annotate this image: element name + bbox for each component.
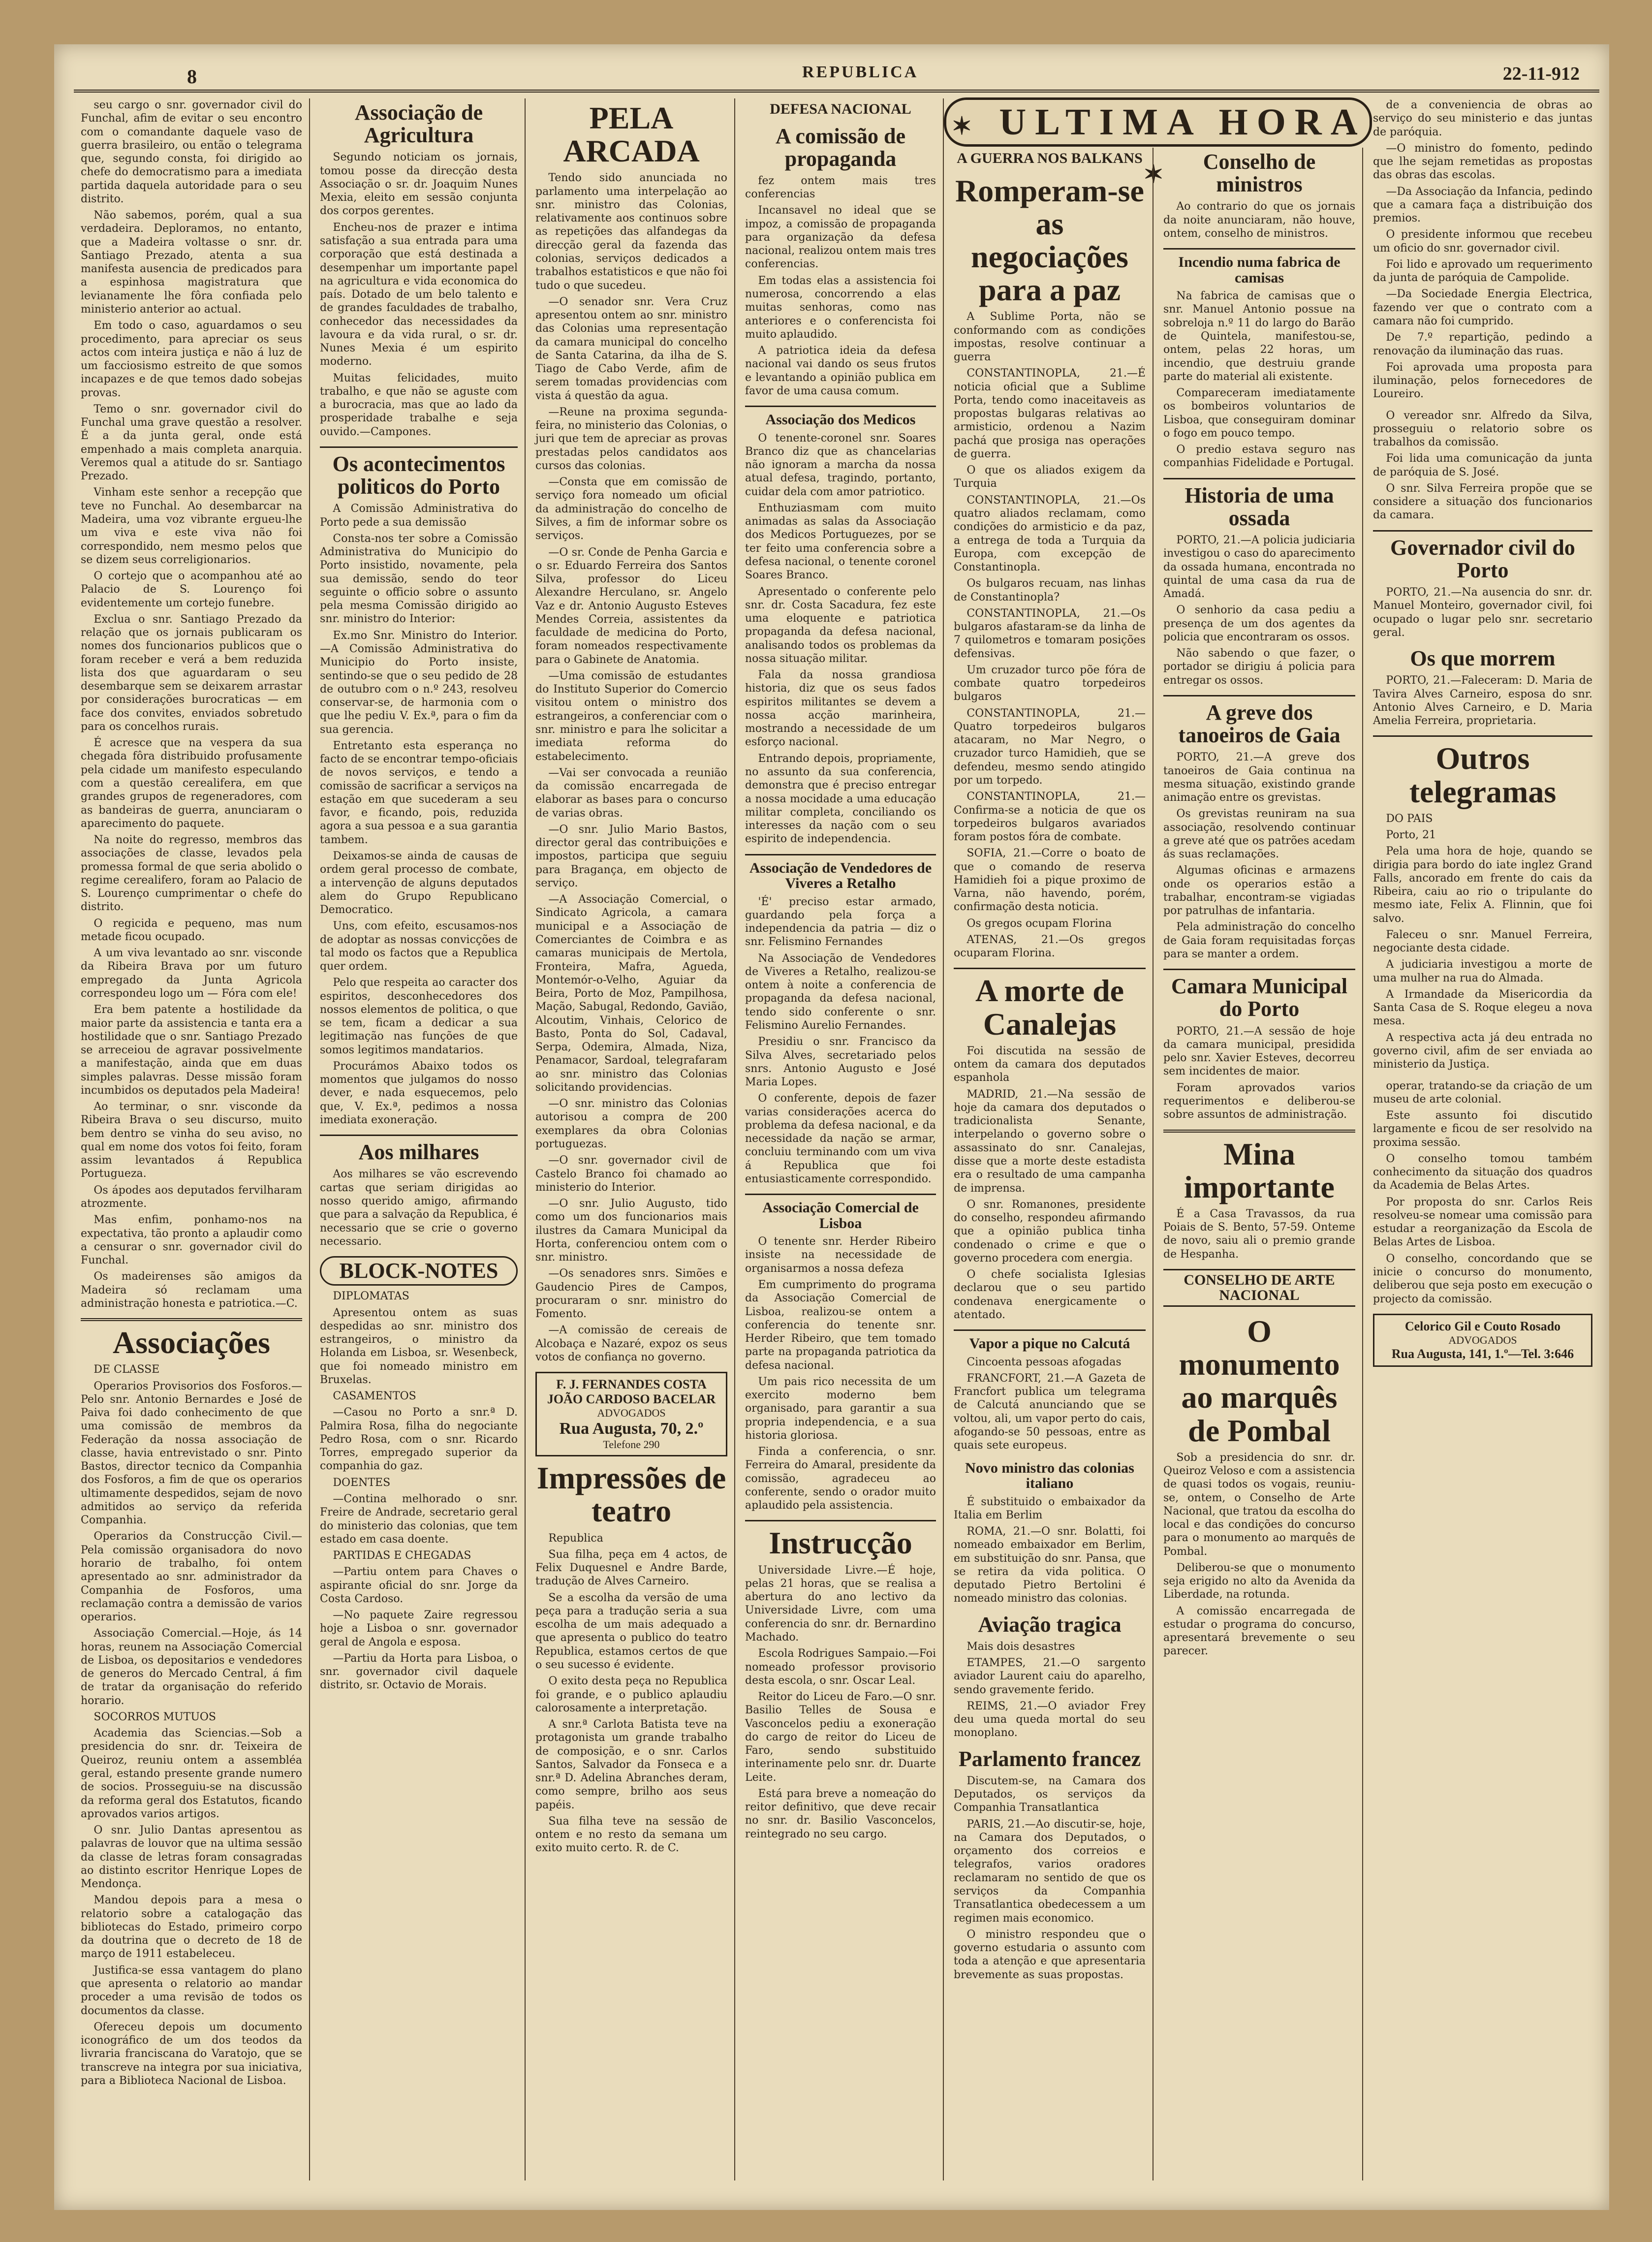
article-title: Historia de uma ossada [1184, 483, 1334, 530]
paragraph: Temo o snr. governador civil do Funchal uma grave questão a resolver. É a da junta geral, onde está empenhado a mais completa anarquia. Veremos qual a atitude do sr. Santiago Prezado. [81, 403, 302, 483]
article-vendedores-viveres [745, 860, 936, 1186]
article-defesa-nacional [745, 101, 936, 117]
article-body [745, 174, 936, 398]
paragraph: Academia das Sciencias.—Sob a presidencia do snr. dr. Teixeira de Queiroz, reuniu ontem a assembléa geral, estando presente grande numero de socios. Prosseguiu-se na discussão da reforma geral dos Estatutos, ficando aprovados varios artigos. [81, 1727, 302, 1820]
paragraph: Mandou depois para a mesa o relatorio sobre a catalogação das bibliotecas do Estado, primeiro corpo da doutrina que o decreto de 18 de março de 1911 estabeleceu. [81, 1894, 302, 1960]
article-pela-arcada [535, 101, 727, 1364]
article-associacao-comercial [745, 1200, 936, 1512]
paragraph: O predio estava seguro nas companhias Fidelidade e Portugal. [1163, 443, 1355, 470]
section-divider [1163, 248, 1355, 250]
paragraph: Apresentou ontem as suas despedidas ao snr. ministro dos estrangeiros, o ministro da Holanda em Lisboa, sr. Wesenbeck, que foi nomeado ministro em Bruxelas. [320, 1306, 518, 1386]
paragraph: Se a escolha da versão de uma peça para a tradução seria a sua escolha de um mais adequado a que apresenta o publico do teatro Republica, estamos certos de que o seu sucesso é evidente. [535, 1591, 727, 1671]
paragraph: É acresce que na vespera da sua chegada fôra distribuido profusamente pela cidade um manifesto especulando com a questão cerealifera, em que grandes grupos de regeneradores, com as bandeiras de guerra, anunciaram o aparecimento do paquete. [81, 737, 302, 830]
paragraph: Ofereceu depois um documento iconográfico de um dos teodos da livraria franciscana do Varatojo, que se transcreve na integra por sua iniciativa, para a Biblioteca Nacional de Lisboa. [81, 2021, 302, 2087]
banner-title: ULTIMA HORA [999, 101, 1365, 143]
article-title: Romperam-se as negociações para a paz [955, 173, 1144, 308]
paragraph: PORTO, 21.—A greve dos tanoeiros de Gaia continua na mesma situação, existindo grande animação entre os grevistas. [1163, 751, 1355, 804]
masthead: REPUBLICA [802, 63, 919, 81]
paragraph: —Os senadores snrs. Simões e Gaudencio Pires de Campos, procuraram o snr. ministro do Fomento. [535, 1267, 727, 1321]
article-monumento-pombal [1163, 1315, 1355, 1658]
paragraph: Fala da nossa grandiosa historia, diz que os seus fados espiritos militantes se devem a nossa acção marinheira, mostrando a necessidade de um esforço nacional. [745, 669, 936, 749]
paragraph: Escola Rodrigues Sampaio.—Foi nomeado professor provisorio desta escola, o snr. Oscar Leal. [745, 1647, 936, 1687]
article-mina-importante [1163, 1137, 1355, 1261]
paragraph: —O snr. Julio Mario Bastos, director geral das contribuições e impostos, participa que seguiu para Bragança, em objecto de serviço. [535, 823, 727, 889]
paragraph: Ao contrario do que os jornais da noite anunciaram, não houve, ontem, conselho de ministros. [1163, 200, 1355, 240]
paragraph: É a Casa Travassos, da rua Poiais de S. Bento, 57-59. Onteme de novo, saiu ali o premio grande de Hespanha. [1163, 1207, 1355, 1261]
section-divider [954, 968, 1146, 969]
paragraph: Ao terminar, o snr. visconde da Ribeira Brava o seu discurso, muito bem dentro se vinha do seu aviso, no qual em nome dos votos foi feito, foram assim levantados á Republica Portugueza. [81, 1101, 302, 1180]
article-comissao-propaganda [745, 125, 936, 398]
article-title: A morte de Canalejas [975, 973, 1124, 1042]
section-divider [1373, 530, 1592, 532]
issue-date: 22-11-912 [1502, 63, 1580, 84]
article-ministro-colonias-italiano [954, 1460, 1146, 1606]
paragraph: —Partiu da Horta para Lisboa, o snr. governador civil daquele distrito, sr. Octavio de Morais. [320, 1652, 518, 1692]
section-divider [1163, 1130, 1355, 1133]
paragraph: PARIS, 21.—Ao discutir-se, hoje, na Camara dos Deputados, o orçamento dos correios e telegrafos, varios oradores reclamaram no sentido de que os serviços da Companhia Transatlantica obedecessem a um regimen mais economico. [954, 1818, 1146, 1925]
article-title: Impressões de teatro [536, 1460, 726, 1529]
paragraph: Exclua o snr. Santiago Prezado da relação que os jornais publicaram os nomes dos funcionarios publicos que o foram receber e verá a bem reduzida lista dos que aguardaram o seu desembarque sem se deixarem arrastar por considerações burocraticas — em face dos convites, enviados sobretudo para os concelhos rurais. [81, 613, 302, 733]
paragraph: —O ministro do fomento, pedindo que lhe sejam remetidas as propostas das obras das escolas. [1373, 142, 1592, 182]
paragraph: Foi discutida na sessão de ontem da camara dos deputados espanhola [954, 1044, 1146, 1084]
article-body [954, 1356, 1146, 1453]
paragraph: Na noite do regresso, membros das associações de classe, levados pela promessa formal de que seria abolido o regime cerealifero, foram ao Palacio de S. Lourenço cumprimentar o chefe do distrito. [81, 834, 302, 914]
column-7 [1366, 98, 1599, 2180]
advertisement-costa [535, 1372, 727, 1456]
paragraph: Associação Comercial.—Hoje, ás 14 horas, reunem na Associação Comercial de Lisboa, os depositarios e vendedores de generos do Mercado Central, á fim de tratar da organisação do referido horario. [81, 1627, 302, 1707]
paragraph: A judiciaria investigou a morte de uma mulher na rua do Almada. [1373, 958, 1592, 984]
paragraph: Na Associação de Vendedores de Viveres a Retalho, realizou-se ontem à noite a conferencia de propaganda da defesa nacional, tendo sido conferente o snr. Felismino Aurelio Fernandes. [745, 952, 936, 1032]
paragraph: Os ápodes aos deputados fervilharam atrozmente. [81, 1184, 302, 1210]
column-1 [74, 98, 310, 2180]
paragraph: CASAMENTOS [333, 1390, 416, 1403]
article-guerra-balkans [954, 151, 1146, 166]
article-title: Os que morrem [1410, 646, 1556, 671]
paragraph: O conferente, depois de fazer varias considerações acerca do problema da defesa nacional, e da necessidade da nação se armar, concluiu terminando com um viva á Republica que foi entusiasticamente correspondido. [745, 1092, 936, 1185]
paragraph: Segundo noticiam os jornais, tomou posse da direcção desta Associação o sr. dr. Joaquim Nunes Mexia, eleito em sessão conjunta dos corpos gerentes. [320, 151, 518, 218]
paragraph: A comissão encarregada de estudar o programa do concurso, apresentará brevemente o seu parecer. [1163, 1605, 1355, 1658]
article-associacao-medicos [745, 412, 936, 846]
section-divider [745, 1194, 936, 1195]
ad-line: F. J. FERNANDES COSTA [556, 1377, 707, 1392]
page-header [74, 60, 1599, 93]
article-conselho-arte [1163, 1269, 1355, 1307]
star-icon: ✶ [951, 112, 981, 140]
paragraph: Na fabrica de camisas que o snr. Manuel Antonio possue na sobreloja n.º 11 do largo do Barão de Quintela, manifestou-se, ontem, pelas 22 horas, um incendio, que destruiu grande parte do material ali existente. [1163, 290, 1355, 383]
paragraph: Republica [548, 1532, 603, 1545]
paragraph: A patriotica ideia da defesa nacional vai dando os seus frutos e levantando a opinião publica em favor de uma causa comum. [745, 345, 936, 397]
paragraph: Mais dois desastres [966, 1640, 1075, 1653]
page-number: 8 [187, 65, 197, 88]
paragraph: PORTO, 21.—Na ausencia do snr. dr. Manuel Monteiro, governador civil, foi ocupado o lugar pelo snr. secretario geral. [1373, 586, 1592, 639]
article-block-notes [320, 1256, 518, 1692]
paragraph: ROMA, 21.—O snr. Bolatti, foi nomeado embaixador em Berlim, em substituição do snr. Pansa, que se retira da vida politica. O deputado Pietro Bertolini é nomeado ministro das colonias. [954, 1525, 1146, 1605]
column-5 [947, 148, 1153, 2180]
paragraph: Presidiu o snr. Francisco da Silva Alves, secretariado pelos snrs. Antonio Augusto e José Maria Lopes. [745, 1036, 936, 1089]
paragraph: A Irmandade da Misericordia da Santa Casa de S. Roque elegeu a nova mesa. [1373, 988, 1592, 1028]
paragraph: DIPLOMATAS [333, 1290, 409, 1303]
paragraph: —No paquete Zaire regressou hoje a Lisboa o snr. governador geral de Angola e esposa. [320, 1609, 518, 1648]
article-greve-tanoeiros [1163, 701, 1355, 961]
paragraph: O senhorio da casa pediu a presença de um dos agentes da policia que encontraram os ossos. [1163, 604, 1355, 643]
paragraph: Foi lido e aprovado um requerimento da junta de paróquia de Campolide. [1373, 258, 1592, 284]
paragraph: Aos milhares se vão escrevendo cartas que seriam dirigidas ao nosso querido amigo, afirmando que para a salvação da Republica, é necessario que se crie o governo necessario. [320, 1168, 518, 1248]
paragraph: Justifica-se essa vantagem do plano que apresenta o relatorio ao mandar proceder a uma revisão de todos os documentos da classe. [81, 1964, 302, 2017]
paragraph: Pela uma hora de hoje, quando se dirigia para bordo do iate inglez Grand Falls, ancorado em frente do cais da Ribeira, caiu ao rio o tripulante do mesmo iate, Felix A. Flinnin, que foi salvo. [1373, 845, 1592, 925]
article-body [320, 1290, 518, 1692]
paragraph: —O sr. Conde de Penha Garcia e o sr. Eduardo Ferreira dos Santos Silva, professor do Liceu Alexandre Herculano, sr. Angelo Vaz e dr. Antonio Augusto Esteves Mendes Correia, assistentes da faculdade de medicina do Porto, foram nomeados respectivamente para o Gabinete de Anatomia. [535, 546, 727, 666]
section-divider [745, 854, 936, 855]
paragraph: Incansavel no ideal que se impoz, a comissão de propaganda para organização da defesa nacional, realizou ontem mais tres conferencias. [745, 204, 936, 271]
article-title: A comissão de propaganda [776, 124, 905, 171]
section-title: CONSELHO DE ARTE NACIONAL [1163, 1269, 1355, 1307]
ad-line: Rua Augusta, 70, 2.º [559, 1420, 704, 1438]
paragraph: Um cruzador turco põe fóra de combate quatro torpedeiros bulgaros [954, 663, 1146, 703]
section-divider [81, 1318, 302, 1321]
paragraph: Tendo sido anunciada no parlamento uma interpelação ao snr. ministro das Colonias, relativamente aos continuos sobre as repetições das alfandegas da direcção geral da fazenda das colonias, serviços dedicados a trabalhos estatisticos e que não foi tudo o que sucedeu. [535, 172, 727, 292]
paragraph: Os madeirenses são amigos da Madeira só reclamam uma administração honesta e patriotica.—C. [81, 1270, 302, 1310]
paragraph: Era bem patente a hostilidade da maior parte da assistencia e tanta era a hostilidade que o snr. Santiago Prezado se arreceiou de agravar possivelmente a manifestação, ainda que em duas simples palavras. Desse missão foram incumbidos os deputados pela Madeira! [81, 1004, 302, 1097]
article-historia-ossada [1163, 484, 1355, 687]
paragraph: seu cargo o snr. governador civil do Funchal, afim de evitar o seu encontro com o comandante daquele vaso de guerra brasileiro, ou então o telegrama que, segundo consta, foi dirigido ao chefe do democratismo para a imediata partida daquela autoridade para o seu distrito. [81, 99, 302, 205]
paragraph: Por proposta do snr. Carlos Reis resolveu-se nomear uma comissão para estudar a reorganização da Escola de Belas Artes de Lisboa. [1373, 1196, 1592, 1249]
article-body [81, 98, 302, 1310]
paragraph: de a conveniencia de obras ao serviço do seu ministerio e das juntas de paróquia. [1373, 99, 1592, 138]
ad-line: ADVOGADOS [597, 1407, 666, 1420]
article-title: Instrucção [769, 1525, 912, 1561]
paragraph: Algumas oficinas e armazens onde os operarios estão a trabalhar, encontram-se vigiadas por patrulhas de infantaria. [1163, 864, 1355, 917]
section-divider [1163, 478, 1355, 479]
paragraph: Finda a conferencia, o snr. Ferreira do Amaral, presidente da comissão, agradeceu ao conferente, sendo o orador muito aplaudido pela assistencia. [745, 1446, 936, 1512]
article-morte-canalejas [954, 974, 1146, 1322]
paragraph: Mas enfim, ponhamo-nos na expectativa, tão pronto a aplaudir como a censurar o snr. governador civil do Funchal. [81, 1214, 302, 1267]
article-agricultura [320, 101, 518, 439]
section-divider [954, 1329, 1146, 1331]
paragraph: Sob a presidencia do snr. dr. Queiroz Veloso e com a assistencia de quasi todos os vogais, reuniu-se, ontem, o Conselho de Arte Nacional, que tratou da escolha do local e das condições do concurso para o monumento ao marquês de Pombal. [1163, 1451, 1355, 1558]
article-body [1373, 586, 1592, 639]
paragraph: O cortejo que o acompanhou até ao Palacio de S. Lourenço foi evidentemente um cortejo funebre. [81, 570, 302, 609]
article-title: Aos milhares [358, 1140, 479, 1165]
ad-line: Rua Augusta, 141, 1.º—Tel. 3:646 [1391, 1346, 1574, 1361]
article-body [954, 1774, 1146, 1982]
paragraph: MADRID, 21.—Na sessão de hoje da camara dos deputados o tradicionalista Senante, interpelando o governo sobre o assassinato do snr. Canalejas, disse que a morte deste estadista era o resultado de uma campanha de imprensa. [954, 1088, 1146, 1195]
article-body [1373, 812, 1592, 1072]
article-camara-lisboa-cont [1373, 409, 1592, 522]
paragraph: A snr.ª Carlota Batista teve na protagonista um grande trabalho de composição, e o snr. Carlos Santos, Salvador da Fonseca e a snr.ª D. Adelina Abranches deram, como sempre, brilho aos seus papéis. [535, 1718, 727, 1811]
paragraph: Foi lida uma comunicação da junta de paróquia de S. José. [1373, 452, 1592, 478]
paragraph: CONSTANTINOPLA, 21.—Quatro torpedeiros bulgaros atacaram, no Mar Negro, o cruzador turco Hamidieh, que se defendeu, mesmo sendo atingido por um torpedo. [954, 707, 1146, 787]
paragraph: Em todo o caso, aguardamos o seu procedimento, para apreciar os seus actos com inteira justiça e não á luz de um facciosismo estreito de que somos incapazes e de que temos dado sobejas provas. [81, 319, 302, 399]
paragraph: —A Associação Comercial, o Sindicato Agricola, a camara municipal e a Associação de Comerciantes de Coimbra e as camaras municipais de Mertola, Fronteira, Mafra, Agueda, Montemór-o-Velho, Aguiar da Beira, Porto de Moz, Pampilhosa, Mação, Sabugal, Redondo, Gavião, Alcoutim, Vinhais, Celorico de Basto, Ponta do Sol, Cadaval, Serpa, Odemira, Almada, Niza, Penamacor, Sardoal, telegrafaram ao snr. ministro das Colonias solicitando providencias. [535, 893, 727, 1094]
article-body [1163, 1451, 1355, 1658]
paragraph: Entretanto esta esperança no facto de se encontrar tempo-oficiais de novos serviços, e tendo a comissão de sacrificar a serviços na estação em que sucederam a seu favor, e ficando, pois, reduzida agora a sua pessoa e a sua garantia tambem. [320, 739, 518, 846]
article-title: Novo ministro das colonias italiano [965, 1459, 1134, 1492]
paragraph: —O snr. ministro das Colonias autorisou a compra de 200 exemplares da obra Colonias portuguezas. [535, 1098, 727, 1150]
paragraph: Reitor do Liceu de Faro.—O snr. Basilio Telles de Sousa e Vasconcelos pediu a exoneração do cargo de reitor do Liceu de Faro, sendo substituido interinamente pelo snr. dr. Duarte Leite. [745, 1691, 936, 1784]
paragraph: Muitas felicidades, muito trabalho, e que não se aguste com a burocracia, mas que ao lado da prosperidade trabalhe e seja ouvido.—Campones. [320, 372, 518, 438]
paragraph: Os bulgaros recuam, nas linhas de Constantinopla? [954, 577, 1146, 603]
article-body [1163, 534, 1355, 687]
article-parlamento-francez [954, 1748, 1146, 1982]
paragraph: O conselho tomou também conhecimento da situação dos quadros da Academia de Belas Artes. [1373, 1152, 1592, 1192]
paragraph: O regicida e pequeno, mas num metade ficou ocupado. [81, 917, 302, 943]
paragraph: Os grevistas reuniram na sua associação, resolvendo continuar a greve até que os patrões acedam ás suas reclamações. [1163, 808, 1355, 861]
ad-line: ADVOGADOS [1448, 1333, 1517, 1346]
paragraph: De 7.º repartição, pedindo a renovação da iluminação das ruas. [1373, 331, 1592, 357]
paragraph: —Uma comissão de estudantes do Instituto Superior do Comercio visitou ontem o ministro dos estrangeiros, a conferenciar com o snr. ministro e para lhe solicitar a imediata reforma do estabelecimento. [535, 669, 727, 763]
article-title: Associação de Agricultura [354, 100, 483, 148]
paragraph: Este assunto foi discutido largamente e ficou de ser resolvido na proxima sessão. [1373, 1109, 1592, 1149]
star-icon: ✶ [1143, 160, 1173, 188]
paragraph: O que os aliados exigem da Turquia [954, 464, 1146, 490]
paragraph: Operarios Provisorios dos Fosforos.—Pelo snr. Antonio Bernardes e José de Paiva foi dado conhecimento de que uma comissão de membros da Federação da nossa associação de classe, havia entrevistado o snr. Pinto Bastos, director tecnico da Companhia dos Fosforos, a fim de que os operarios ultimamente despedidos, sejam de novo admitidos ao serviço da referida Companhia. [81, 1380, 302, 1527]
article-title: O monumento ao marquês de Pombal [1179, 1313, 1340, 1448]
paragraph: FRANCFORT, 21.—A Gazeta de Francfort publica um telegrama de Calcutá anunciando que se voltou, ali, um vapor perto do cais, afogando-se 50 pessoas, entre as quais sete europeus. [954, 1372, 1146, 1452]
article-body [954, 1044, 1146, 1322]
section-title: DEFESA NACIONAL [770, 101, 911, 117]
paragraph: Foi aprovada uma proposta para iluminação, pelos fornecedores de Loureiro. [1373, 361, 1592, 401]
article-title: Associação Comercial de Lisboa [762, 1200, 919, 1232]
paragraph: Porto, 21 [1386, 829, 1436, 842]
paragraph: Foram aprovados varios requerimentos e deliberou-se sobre assuntos de administração. [1163, 1081, 1355, 1121]
paragraph: Consta-nos ter sobre a Comissão Administrativa do Municipio do Porto insistido, novamente, pela sua demissão, sendo do teor seguinte o officio sobre o assunto pela mesma Comissão dirigido ao snr. ministro do Interior: [320, 532, 518, 626]
paragraph: CONSTANTINOPLA, 21.—Os quatro aliados reclamam, como condições do armisticio e da paz, a entrega de toda a Turquia da Europa, com excepção de Constantinopla. [954, 494, 1146, 574]
article-title: Associação dos Medicos [765, 411, 916, 428]
paragraph: O presidente informou que recebeu um oficio do snr. governador civil. [1373, 228, 1592, 254]
article-madeira [81, 98, 302, 1310]
article-body [1163, 751, 1355, 961]
paragraph: ETAMPES, 21.—O sargento aviador Laurent caiu do aparelho, sendo gravemente ferido. [954, 1657, 1146, 1696]
paragraph: —Da Associação da Infancia, pedindo que a camara faça a distribuição dos premios. [1373, 185, 1592, 225]
article-vapor-calcuta [954, 1336, 1146, 1452]
paragraph: O tenente snr. Herder Ribeiro insiste na necessidade de organisarmos a nossa defeza [745, 1235, 936, 1275]
article-incendio-fabrica [1163, 254, 1355, 470]
article-title: Associações [113, 1325, 270, 1360]
article-aos-milhares [320, 1141, 518, 1248]
article-arte-cont [1373, 1079, 1592, 1306]
paragraph: O exito desta peça no Republica foi grande, e o publico aplaudiu calorosamente a interpretação. [535, 1675, 727, 1714]
paragraph: O snr. Silva Ferreira propõe que se considere a situação dos funcionarios da camara. [1373, 482, 1592, 522]
ad-line: Telefone 290 [603, 1438, 660, 1451]
paragraph: SOFIA, 21.—Corre o boato de que o comando de reserva Hamidieh foi a pique proximo de Varna, não havendo, porém, confirmação desta noticia. [954, 847, 1146, 914]
paragraph: REIMS, 21.—O aviador Frey deu uma queda mortal do seu monoplano. [954, 1700, 1146, 1739]
paragraph: Apresentado o conferente pelo snr. dr. Costa Sacadura, fez este uma eloquente e patriotica propaganda da defesa nacional, analisando todos os problemas da nossa situação militar. [745, 585, 936, 665]
section-divider [1163, 695, 1355, 696]
article-body [745, 1564, 936, 1841]
paragraph: PORTO, 21.—Faleceram: D. Maria de Tavira Alves Carneiro, esposa do snr. Antonio Alves Carneiro, e D. Maria Amelia Ferreira, proprietaria. [1373, 674, 1592, 727]
paragraph: A Comissão Administrativa do Porto pede a sua demissão [320, 503, 518, 529]
paragraph: Discutem-se, na Camara dos Deputados, os serviços da Companhia Transatlantica [954, 1774, 1146, 1814]
paragraph: DO PAIS [1386, 812, 1433, 825]
paragraph: A respectiva acta já deu entrada no governo civil, afim de ser enviada ao ministerio da Justiça. [1373, 1031, 1592, 1071]
article-negociacoes-paz [954, 174, 1146, 960]
article-body [1163, 289, 1355, 470]
paragraph: CONSTANTINOPLA, 21.—Confirma-se a noticia de que os torpedeiros bulgaros avariados foram postos fóra de combate. [954, 790, 1146, 844]
article-camara-lisboa [1373, 98, 1592, 401]
section-divider [745, 406, 936, 407]
paragraph: —Vai ser convocada a reunião da comissão encarregada de elaborar as bases para o concurso de varias obras. [535, 766, 727, 820]
paragraph: —O snr. governador civil de Castelo Branco foi chamado ao ministerio do Interior. [535, 1154, 727, 1194]
paragraph: Não sabemos, porém, qual a sua verdadeira. Deploramos, no entanto, que a Madeira voltasse o snr. dr. Santiago Prezado, atenta a sua manifesta ausencia de predicados para a espinhosa magistratura que levianamente lhe fôra confiada pelo ministerio anterior ao actual. [81, 209, 302, 316]
paragraph: —O senador snr. Vera Cruz apresentou ontem ao snr. ministro das Colonias uma representação da camara municipal do concelho de Santa Catarina, da ilha de S. Tiago de Cabo Verde, afim de serem tomadas providencias com vista á questão da agua. [535, 295, 727, 402]
paragraph: —Da Sociedade Energia Electrica, fazendo ver que o contrato com a camara não foi cumprido. [1373, 288, 1592, 327]
section-divider [1373, 735, 1592, 737]
section-divider [320, 1135, 518, 1136]
article-body [1163, 1025, 1355, 1122]
article-body [320, 502, 518, 1127]
article-body [1163, 1207, 1355, 1261]
paragraph: Pela administração do concelho de Gaia foram requisitadas forças para se manter a ordem. [1163, 921, 1355, 961]
article-body [1373, 409, 1592, 522]
paragraph: Em cumprimento do programa da Associação Comercial de Lisboa, realizou-se ontem a conferencia do tenente snr. Herder Ribeiro, que tem tomado parte na propaganda patriotica da defesa nacional. [745, 1278, 936, 1372]
paragraph: Operarios da Construcção Civil.—Pela comissão organisadora do novo horario de trabalho, foi ontem apresentado ao snr. administrador da Companhia de Fosforos, uma reclamação contra a demissão de varios operarios. [81, 1530, 302, 1624]
paragraph: Uns, com efeito, escusamos-nos de adoptar as nossas convicções de tal modo os factos que a Republica quer ordem. [320, 920, 518, 973]
paragraph: Em todas elas a assistencia foi numerosa, concorrendo a elas muitas senhoras, como nas anteriores e o conferencista foi muito aplaudido. [745, 274, 936, 341]
paragraph: Entrando depois, propriamente, no assunto da sua conferencia, demonstra que é preciso entregar a nossa mocidade a uma educação militar completa, conciliando os interesses da nação com o seu espirito de independencia. [745, 752, 936, 846]
paragraph: DOENTES [333, 1476, 391, 1489]
paragraph: Ex.mo Snr. Ministro do Interior.—A Comissão Administrativa do Municipio do Porto insiste, sentindo-se que o seu pedido de 28 de outubro com o n.º 243, resolveu conservar-se, de harmonia com o que lhe pediu V. Ex.ª, para o fim da sua gerencia. [320, 629, 518, 736]
article-title: Conselho de ministros [1203, 150, 1316, 197]
paragraph: Um pais rico necessita de um exercito moderno bem organisado, para garantir a sua propria independencia, e a sua historia gloriosa. [745, 1375, 936, 1442]
paragraph: PARTIDAS E CHEGADAS [333, 1549, 471, 1562]
article-governador-porto [1373, 537, 1592, 639]
article-title: A greve dos tanoeiros de Gaia [1178, 700, 1340, 748]
paragraph: Encheu-nos de prazer e intima satisfação a sua entrada para uma corporação que está destinada a desempenhar um importante papel na agricultura e vida economica do país. Dotado de um belo talento e de grandes faculdades de trabalho, conhecedor das necessidades da lavoura e da vida rural, o sr. dr. Nunes Mexia é um espirito moderno. [320, 221, 518, 368]
article-title: Governador civil do Porto [1390, 535, 1575, 582]
article-body [535, 1532, 727, 1855]
paragraph: O snr. Julio Dantas apresentou as palavras de louvor que na ultima sessão da classe de letras foram consagradas ao distinto escritor Henrique Lopes de Mendonça. [81, 1824, 302, 1891]
section-divider [320, 446, 518, 448]
article-outros-telegramas [1373, 742, 1592, 1071]
article-body [320, 1168, 518, 1248]
article-title: Mina importante [1184, 1136, 1335, 1204]
paragraph: Procurámos Abaixo todos os momentos que julgamos do nosso dever, e nada esquecemos, pelo que, V. Ex.ª, pedimos a nossa imediata exoneração. [320, 1060, 518, 1127]
column-3 [529, 98, 735, 2180]
article-title: Parlamento francez [958, 1746, 1141, 1771]
article-camara-porto [1163, 975, 1355, 1121]
paragraph: SOCORROS MUTUOS [94, 1710, 216, 1723]
article-title: PELA ARCADA [563, 100, 700, 169]
paragraph: —Partiu ontem para Chaves o aspirante oficial do snr. Jorge da Costa Cardoso. [320, 1566, 518, 1605]
article-body [320, 151, 518, 439]
ad-line: JOÃO CARDOSO BACELAR [547, 1392, 716, 1407]
paragraph: Deixamos-se ainda de causas de ordem geral processo de combate, a intervenção de alguns deputados alem do Grupo Republicano Democratico. [320, 850, 518, 916]
paragraph: Os gregos ocupam Florina [966, 917, 1112, 930]
paragraph: Universidade Livre.—É hoje, pelas 21 horas, que se realisa a abertura do ano lectivo da Universidade Livre, com uma conferencia do snr. dr. Bernardino Machado. [745, 1564, 936, 1643]
paragraph: Está para breve a nomeação do reitor definitivo, que deve recair no snr. dr. Basilio Vasconcelos, reintegrado no seu cargo. [745, 1787, 936, 1840]
paragraph: Cincoenta pessoas afogadas [966, 1356, 1122, 1368]
article-body [954, 1495, 1146, 1606]
paragraph: Sua filha, peça em 4 actos, de Felix Duquesnel e Andre Barde, tradução de Alves Carneiro. [535, 1548, 727, 1588]
paragraph: A Sublime Porta, não se conformando com as condições impostas, resolve continuar a guerra [954, 311, 1146, 364]
section-title: A GUERRA NOS BALKANS [957, 150, 1143, 166]
paragraph: Deliberou-se que o monumento seja erigido no alto da Avenida da Liberdade, na rotunda. [1163, 1561, 1355, 1601]
paragraph: PORTO, 21.—A policia judiciaria investigou o caso do aparecimento da ossada humana, encontrada no quintal de uma casa da rua de Amadá. [1163, 534, 1355, 600]
paragraph: 'É' preciso estar armado, guardando pela força a independencia da patria — diz o snr. Felismino Fernandes [745, 895, 936, 948]
paragraph: O snr. Romanones, presidente do conselho, respondeu afirmando que a opinião publica tinha condenado o crime e que o governo procedera com energia. [954, 1198, 1146, 1264]
paragraph: ATENAS, 21.—Os gregos ocuparam Florina. [954, 933, 1146, 960]
article-os-que-morrem [1373, 647, 1592, 727]
paragraph: —Casou no Porto a snr.ª D. Palmira Rosa, filha do negociante Pedro Rosa, com o snr. Ricardo Torres, empregado superior da companhia do gaz. [320, 1406, 518, 1473]
article-body [81, 1363, 302, 2087]
article-body [954, 310, 1146, 960]
article-title: Vapor a pique no Calcutá [969, 1335, 1130, 1352]
column-6 [1156, 148, 1363, 2180]
article-body [535, 171, 727, 1364]
article-title: Associação de Vendedores de Viveres a Retalho [749, 859, 932, 892]
article-body [1373, 674, 1592, 727]
paragraph: —A comissão de cereais de Alcobaça e Nazaré, expoz os seus votos de confiança no governo. [535, 1324, 727, 1363]
article-body [745, 432, 936, 846]
article-title: Incendio numa fabrica de camisas [1178, 254, 1340, 286]
article-body [1163, 200, 1355, 240]
ad-line: Celorico Gil e Couto Rosado [1404, 1319, 1561, 1333]
section-divider [745, 1520, 936, 1521]
article-instrucao [745, 1526, 936, 1841]
article-associacoes [81, 1326, 302, 2087]
article-body [745, 895, 936, 1186]
paragraph: —Contina melhorado o snr. Freire de Andrade, secretario geral do ministerio das colonias, que tem estado em casa doente. [320, 1492, 518, 1546]
paragraph: Faleceu o snr. Manuel Ferreira, negociante desta cidade. [1373, 928, 1592, 955]
article-title: Aviação tragica [978, 1612, 1122, 1637]
article-body [954, 1640, 1146, 1740]
paragraph: O vereador snr. Alfredo da Silva, prosseguiu o relatorio sobre os trabalhos da comissão. [1373, 409, 1592, 449]
paragraph: CONSTANTINOPLA, 21.—Os bulgaros afastaram-se da linha de 7 quilometros e tomaram posições defensivas. [954, 607, 1146, 660]
article-impressoes-teatro [535, 1461, 727, 1855]
advertisement-celorico [1373, 1314, 1592, 1367]
paragraph: —Consta que em comissão de serviço fora nomeado um oficial da administração do concelho de Silves, a fim de informar sobre os serviços. [535, 476, 727, 542]
article-title: Camara Municipal do Porto [1171, 974, 1348, 1021]
paragraph: fez ontem mais tres conferencias [745, 174, 936, 201]
paragraph: CONSTANTINOPLA, 21.—É noticia oficial que a Sublime Porta, tendo como inaceitaveis as propostas bulgaras relativas ao armisticio, ordenou a Nazim pachá que prosiga nas operações de guerra. [954, 367, 1146, 460]
paragraph: Vinham este senhor a recepção que teve no Funchal. Ao desembarcar na Madeira, uma voz vibrante ergueu-lhe um viva e este viva não foi correspondido, nem mesmo pelos que se dizem seus correligionarios. [81, 486, 302, 566]
paragraph: Compareceram imediatamente os bombeiros voluntarios de Lisboa, que conseguiram dominar o fogo em pouco tempo. [1163, 387, 1355, 440]
article-porto-politica [320, 453, 518, 1127]
paragraph: DE CLASSE [94, 1363, 160, 1376]
article-title: Outros telegramas [1409, 741, 1557, 809]
column-4 [738, 98, 944, 2180]
article-body [1373, 98, 1592, 401]
article-title: Os acontecimentos politicos do Porto [332, 451, 505, 499]
article-aviacao-tragica [954, 1613, 1146, 1740]
paragraph: O conselho, concordando que se inicie o concurso do monumento, deliberou que seja posto em execução o projecto da comissão. [1373, 1252, 1592, 1305]
paragraph: A um viva levantado ao snr. visconde da Ribeira Brava por um futuro empregado da Junta Agricola correspondeu logo um — Fóra com ele! [81, 947, 302, 1000]
paragraph: operar, tratando-se da criação de um museu de arte colonial. [1373, 1079, 1592, 1105]
paragraph: —O snr. Julio Augusto, tido como um dos funcionarios mais ilustres da Camara Municipal da Horta, conferenciou ontem com o snr. ministro. [535, 1198, 727, 1264]
article-body [1373, 1079, 1592, 1306]
article-title: BLOCK-NOTES [320, 1256, 518, 1286]
column-2 [313, 98, 526, 2180]
article-conselho-ministros [1163, 151, 1355, 240]
section-divider [1163, 969, 1355, 970]
paragraph: O ministro respondeu que o governo estudaria o assunto com toda a atenção e que apresentaria brevemente as suas propostas. [954, 1928, 1146, 1981]
paragraph: O chefe socialista Iglesias declarou que o seu partido condenava energicamente o atentado. [954, 1268, 1146, 1321]
paragraph: Não sabendo o que fazer, o portador se dirigiu á policia para entregar os ossos. [1163, 647, 1355, 687]
paragraph: É substituido o embaixador da Italia em Berlim [954, 1495, 1146, 1521]
paragraph: —Reune na proxima segunda-feira, no ministerio das Colonias, o juri que tem de apreciar as provas prestadas pelos candidatos aos cursos das colonias. [535, 406, 727, 472]
paragraph: Pelo que respeita ao caracter dos espiritos, desconhecedores dos nossos elementos de politica, o que se tem, ficam a dedicar a sua legitimação nas funções de que somos legitimos mandatarios. [320, 977, 518, 1056]
paragraph: Sua filha teve na sessão de ontem e no resto da semana um exito muito certo. R. de C. [535, 1815, 727, 1855]
paragraph: O tenente-coronel snr. Soares Branco diz que as chancelarias não ignoram a marcha da nossa atual defesa, tragindo, portanto, cuidar dela com amor patriotico. [745, 432, 936, 498]
paragraph: PORTO, 21.—A sessão de hoje da camara municipal, presidida pelo snr. Xavier Esteves, decorreu sem incidentes de maior. [1163, 1025, 1355, 1078]
paragraph: Enthuziasmam com muito animadas as salas da Associação dos Medicos Portuguezes, por se ter feito uma conferencia sobre a defesa nacional, o tenente coronel Soares Branco. [745, 502, 936, 582]
article-body [745, 1235, 936, 1512]
